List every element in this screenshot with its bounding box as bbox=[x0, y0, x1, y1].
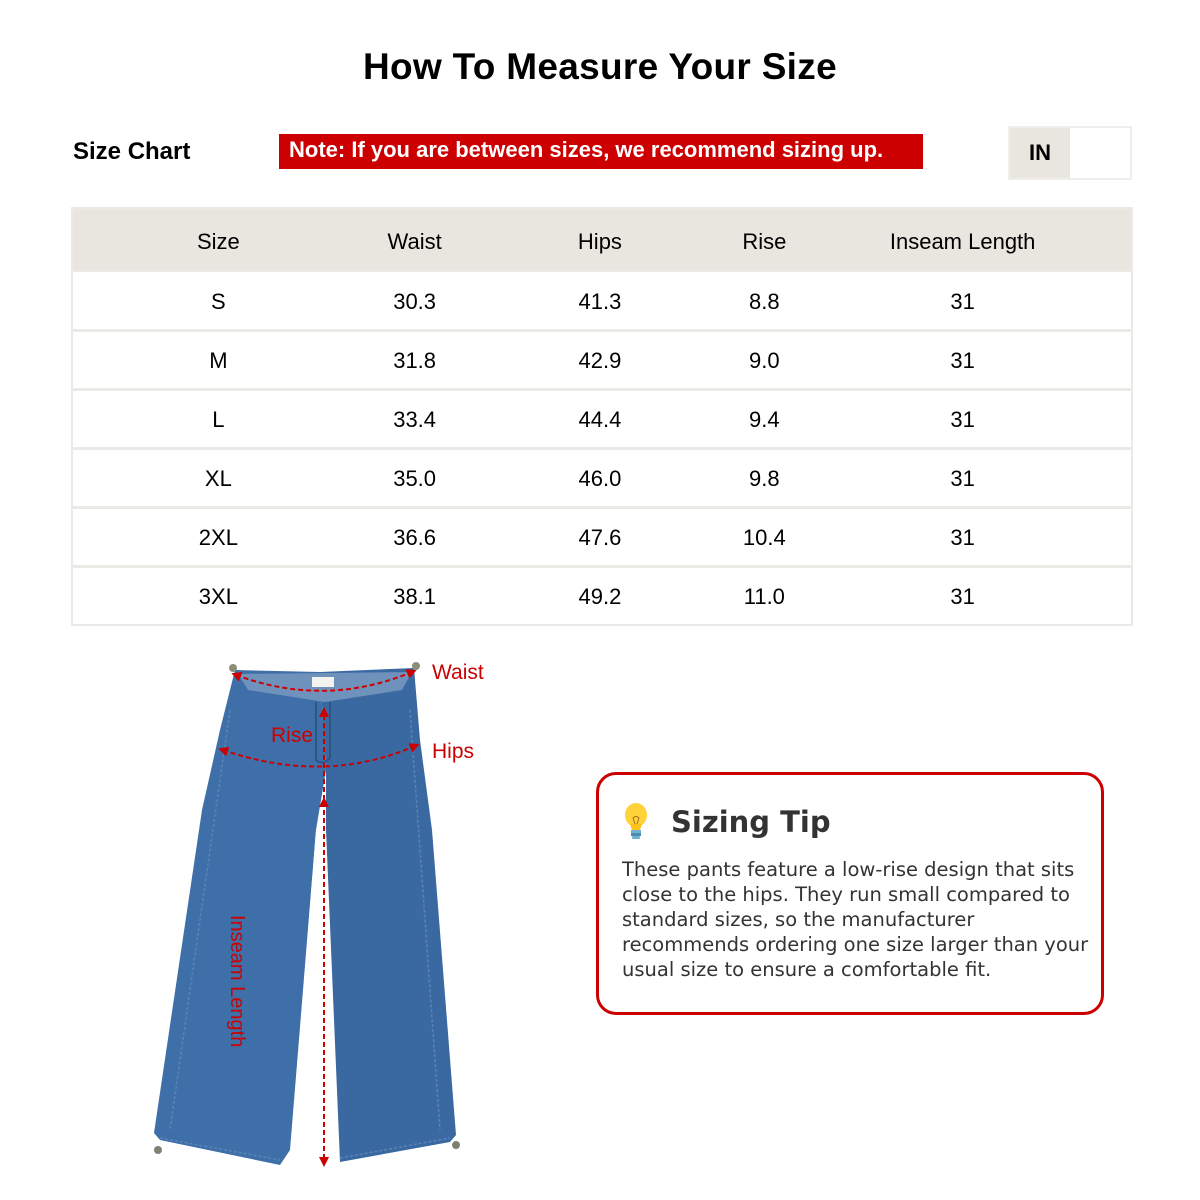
unit-toggle[interactable] bbox=[1008, 126, 1132, 180]
cell-waist: 36.6 bbox=[364, 506, 466, 565]
cell-waist: 35.0 bbox=[364, 447, 466, 506]
table-row bbox=[73, 565, 1131, 624]
cell-size: M bbox=[73, 329, 364, 388]
size-table bbox=[71, 207, 1133, 626]
sizing-tip-header bbox=[621, 802, 831, 842]
note-banner: Note: If you are between sizes, we recommend sizing up. bbox=[279, 134, 923, 169]
jeans-illustration-icon bbox=[140, 650, 520, 1180]
lightbulb-icon bbox=[621, 802, 651, 842]
cell-hips: 47.6 bbox=[466, 506, 735, 565]
table-row bbox=[73, 506, 1131, 565]
cell-rise: 8.8 bbox=[734, 270, 794, 329]
waist-label: Waist bbox=[432, 661, 484, 684]
page-title: How To Measure Your Size bbox=[363, 46, 837, 87]
column-header-waist: Waist bbox=[364, 209, 466, 270]
sizing-tip-body: These pants feature a low-rise design that sits close to the hips. They run small compared to standard sizes, so the manufacturer recommends ordering one size larger than your usual size to ensure a comfortable fit. bbox=[622, 858, 1089, 981]
table-header-row bbox=[73, 209, 1131, 270]
cell-waist: 38.1 bbox=[364, 565, 466, 624]
size-chart-label: Size Chart bbox=[73, 138, 191, 165]
cell-size: L bbox=[73, 388, 364, 447]
table-row bbox=[73, 447, 1131, 506]
unit-option-in[interactable]: IN bbox=[1010, 128, 1070, 178]
sizing-tip-card bbox=[596, 772, 1104, 1015]
cell-rise: 9.8 bbox=[734, 447, 794, 506]
unit-option-other[interactable] bbox=[1070, 128, 1130, 178]
cell-hips: 46.0 bbox=[466, 447, 735, 506]
table-row bbox=[73, 388, 1131, 447]
cell-hips: 49.2 bbox=[466, 565, 735, 624]
cell-rise: 10.4 bbox=[734, 506, 794, 565]
cell-rise: 11.0 bbox=[734, 565, 794, 624]
cell-waist: 30.3 bbox=[364, 270, 466, 329]
sizing-tip-title: Sizing Tip bbox=[671, 805, 831, 839]
cell-inseam: 31 bbox=[794, 506, 1131, 565]
cell-hips: 44.4 bbox=[466, 388, 735, 447]
cell-inseam: 31 bbox=[794, 329, 1131, 388]
cell-inseam: 31 bbox=[794, 447, 1131, 506]
inseam-label: Inseam Length bbox=[226, 915, 248, 1048]
table-row bbox=[73, 270, 1131, 329]
cell-inseam: 31 bbox=[794, 388, 1131, 447]
cell-inseam: 31 bbox=[794, 565, 1131, 624]
cell-rise: 9.4 bbox=[734, 388, 794, 447]
cell-size: XL bbox=[73, 447, 364, 506]
cell-size: S bbox=[73, 270, 364, 329]
column-header-size: Size bbox=[73, 209, 364, 270]
cell-size: 3XL bbox=[73, 565, 364, 624]
column-header-rise: Rise bbox=[734, 209, 794, 270]
cell-rise: 9.0 bbox=[734, 329, 794, 388]
column-header-inseam: Inseam Length bbox=[794, 209, 1131, 270]
table-row bbox=[73, 329, 1131, 388]
rise-label: Rise bbox=[271, 724, 314, 747]
cell-waist: 33.4 bbox=[364, 388, 466, 447]
cell-hips: 41.3 bbox=[466, 270, 735, 329]
cell-hips: 42.9 bbox=[466, 329, 735, 388]
jeans-diagram bbox=[140, 650, 520, 1180]
cell-size: 2XL bbox=[73, 506, 364, 565]
cell-inseam: 31 bbox=[794, 270, 1131, 329]
hips-label: Hips bbox=[432, 740, 475, 763]
cell-waist: 31.8 bbox=[364, 329, 466, 388]
column-header-hips: Hips bbox=[466, 209, 735, 270]
